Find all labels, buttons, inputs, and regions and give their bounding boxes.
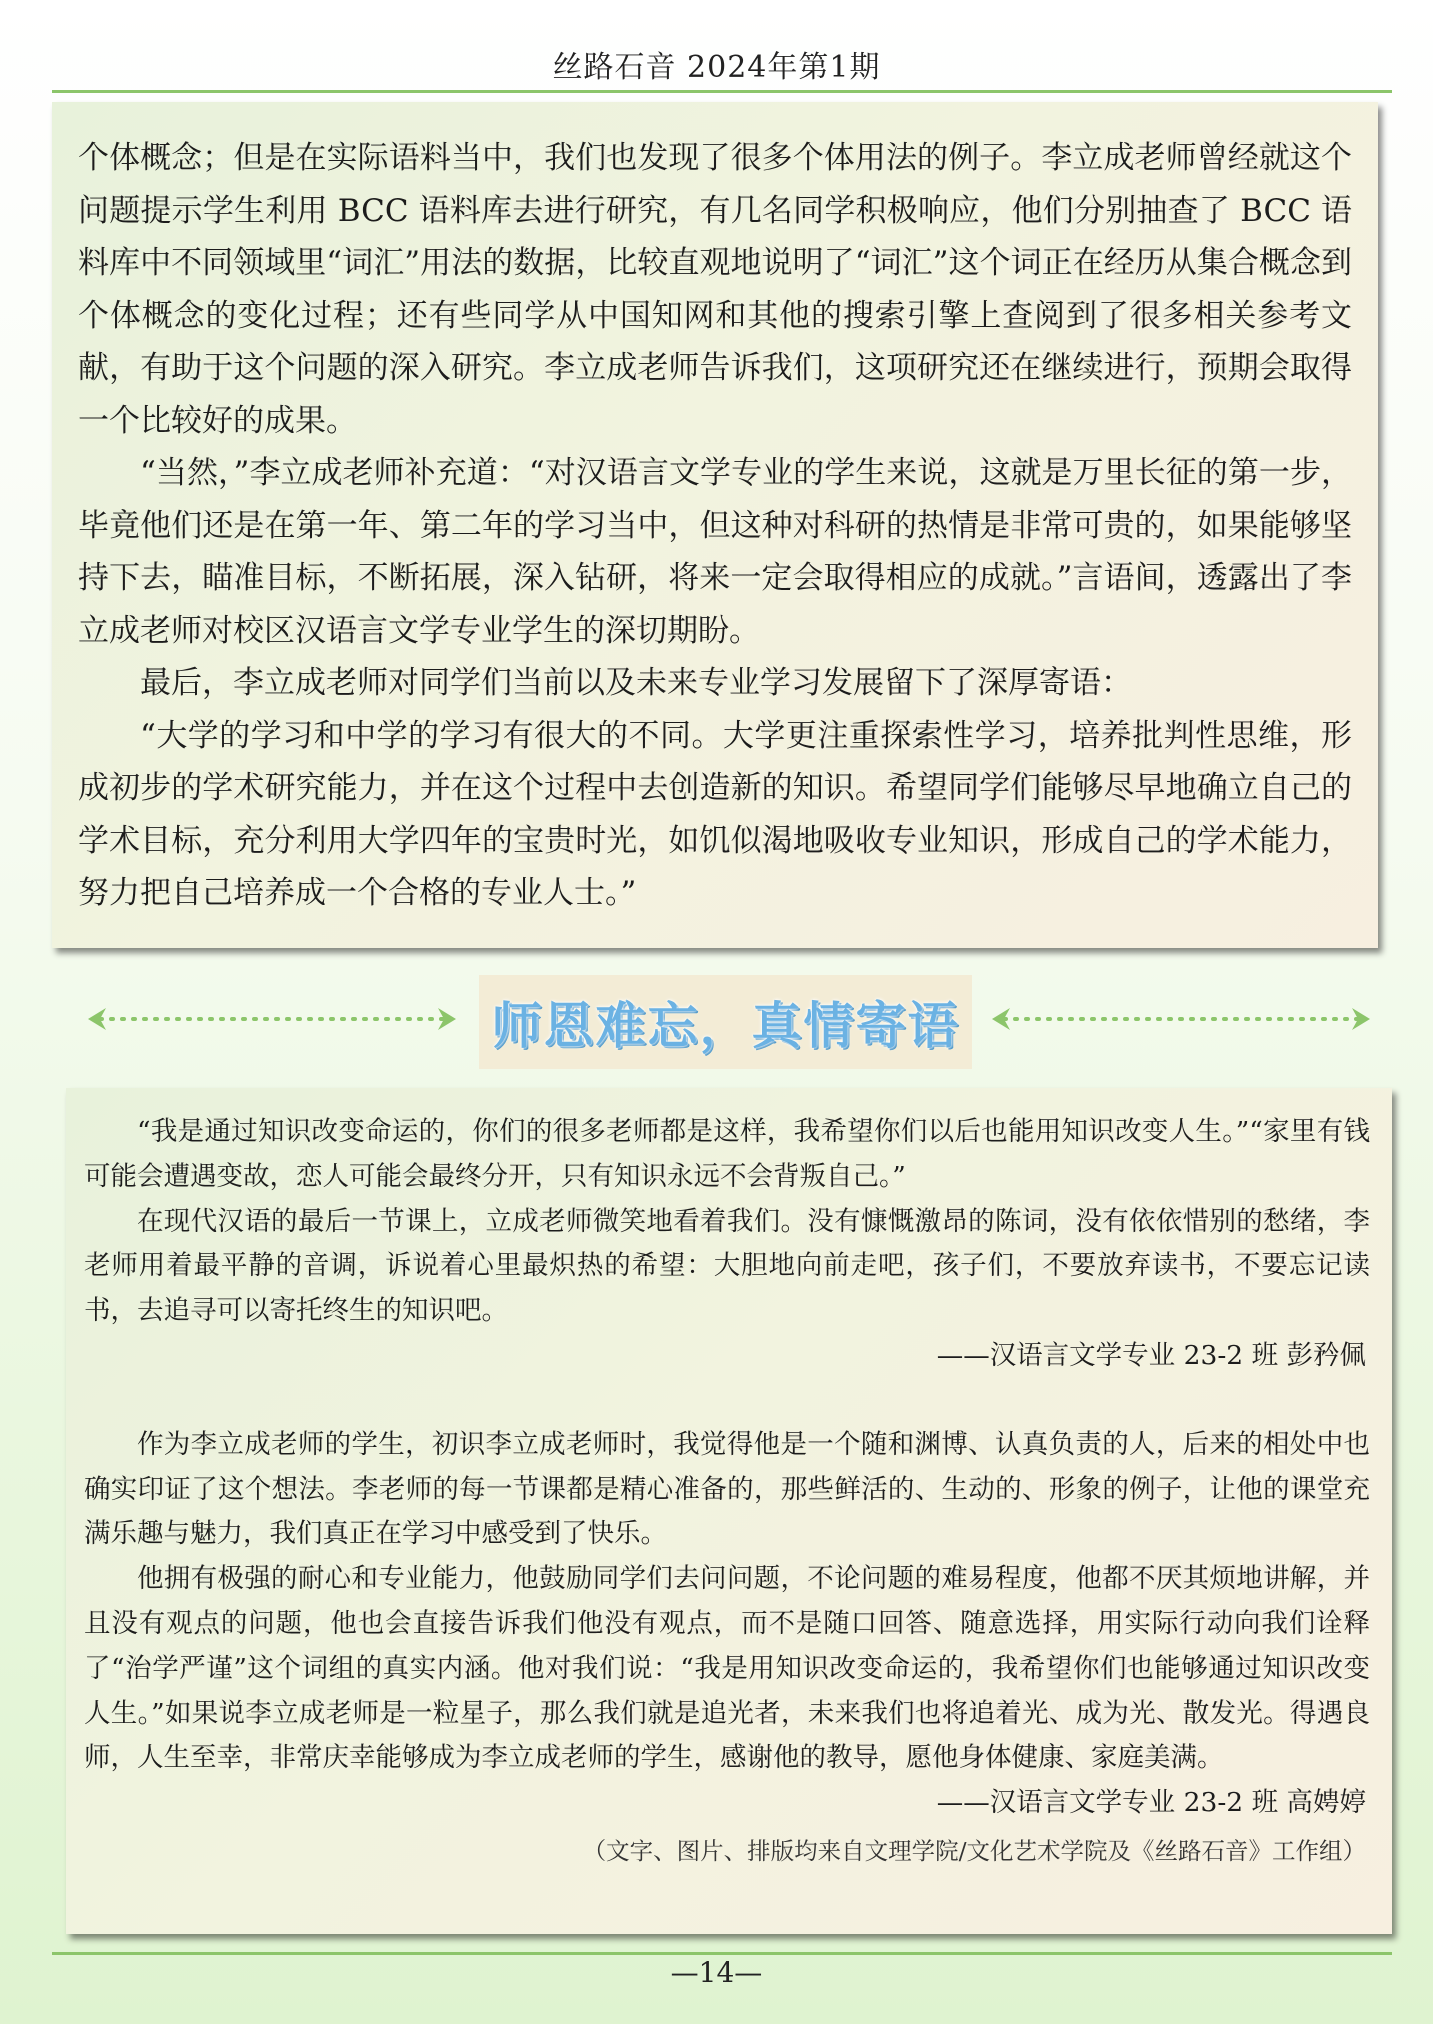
paragraph: 在现代汉语的最后一节课上，立成老师微笑地看着我们。没有慷慨激昂的陈词，没有依依惜别的愁绪，李老师用着最平静的音调，诉说着心里最炽热的希望：大胆地向前走吧，孩子们，不要放弃读书，不要忘记读书，去追寻可以寄托终生的知识吧。: [84, 1205, 1370, 1327]
article-text-box: [52, 102, 1378, 948]
paragraph: 他拥有极强的耐心和专业能力，他鼓励同学们去问问题，不论问题的难易程度，他都不厌其烦地讲解，并且没有观点的问题，他也会直接告诉我们他没有观点，而不是随口回答、随意选择，用实际行动向我们诠释了“治学严谨”这个词组的真实内涵。他对我们说：“我是用知识改变命运的，我希望你们也能够通过知识改变人生。”如果说李立成老师是一粒星子，那么我们就是追光者，未来我们也将追着光、成为光、散发光。得遇良师，人生至幸，非常庆幸能够成为李立成老师的学生，感谢他的教导，愿他身体健康、家庭美满。: [84, 1563, 1370, 1774]
double-arrow-icon: [84, 1004, 460, 1034]
page-header-title: 丝路石音 2024年第1期: [552, 50, 881, 85]
spacer: [84, 1379, 1370, 1423]
paragraph: 最后，李立成老师对同学们当前以及未来专业学习发展留下了深厚寄语：: [140, 665, 1132, 701]
paragraph: 作为李立成老师的学生，初识李立成老师时，我觉得他是一个随和渊博、认真负责的人，后来的相处中也确实印证了这个想法。李老师的每一节课都是精心准备的，那些鲜活的、生动的、形象的例子，让他的课堂充满乐趣与魅力，我们真正在学习中感受到了快乐。: [84, 1428, 1370, 1550]
paragraph: “我是通过知识改变命运的，你们的很多老师都是这样，我希望你们以后也能用知识改变人生。”“家里有钱可能会遭遇变故，恋人可能会最终分开，只有知识永远不会背叛自己。”: [84, 1116, 1370, 1192]
credit-note: （文字、图片、排版均来自文理学院/文化艺术学院及《丝路石音》工作组）: [582, 1836, 1366, 1865]
author-signature: ——汉语言文学专业 23-2 班 高娉婷: [936, 1787, 1366, 1819]
paragraph: 个体概念；但是在实际语料当中，我们也发现了很多个体用法的例子。李立成老师曾经就这个问题提示学生利用 BCC 语料库去进行研究，有几名同学积极响应，他们分别抽查了 BCC 语料库中不同领域里“词汇”用法的数据，比较直观地说明了“词汇”这个词正在经历从集合概念到个体概念的变化过程；还有些同学从中国知网和其他的搜索引擎上查阅到了很多相关参考文献，有助于这个问题的深入研究。李立成老师告诉我们，这项研究还在继续进行，预期会取得一个比较好的成果。: [78, 140, 1352, 439]
header-divider: [52, 90, 1392, 93]
section-banner: [479, 975, 972, 1069]
double-arrow-icon: [988, 1004, 1374, 1034]
tributes-box: [66, 1088, 1392, 1934]
paragraph: “当然，”李立成老师补充道：“对汉语言文学专业的学生来说，这就是万里长征的第一步，毕竟他们还是在第一年、第二年的学习当中，但这种对科研的热情是非常可贵的，如果能够坚持下去，瞄准目标，不断拓展，深入钻研，将来一定会取得相应的成就。”言语间，透露出了李立成老师对校区汉语言文学专业学生的深切期盼。: [78, 455, 1352, 649]
paragraph: “大学的学习和中学的学习有很大的不同。大学更注重探索性学习，培养批判性思维，形成初步的学术研究能力，并在这个过程中去创造新的知识。希望同学们能够尽早地确立自己的学术目标，充分利用大学四年的宝贵时光，如饥似渴地吸收专业知识，形成自己的学术能力，努力把自己培养成一个合格的专业人士。”: [78, 717, 1352, 911]
banner-title: 师恩难忘，真情寄语: [491, 997, 960, 1055]
author-signature: ——汉语言文学专业 23-2 班 彭矜佩: [936, 1339, 1366, 1371]
page-number: —14—: [670, 1956, 763, 1989]
footer-divider: [52, 1952, 1392, 1955]
